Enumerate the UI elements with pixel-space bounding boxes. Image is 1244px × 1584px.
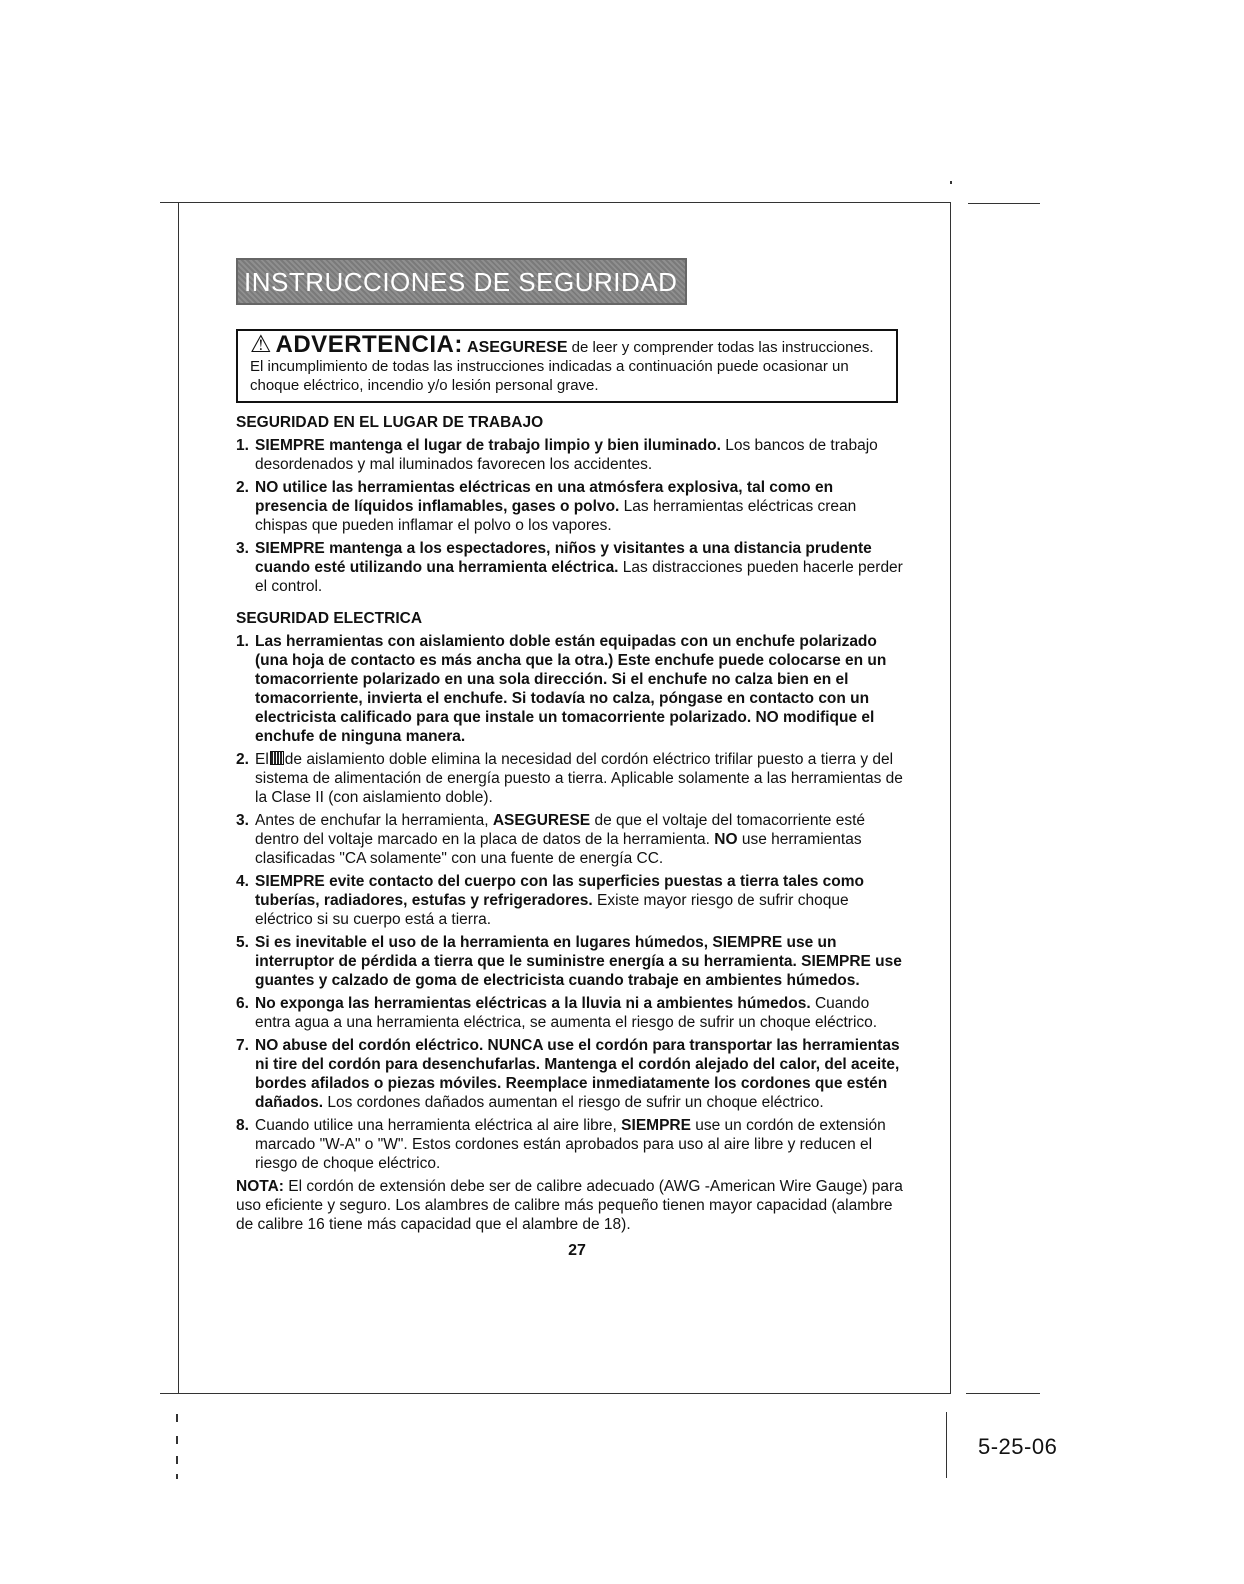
crop-dash (176, 1414, 178, 1422)
item-text: Existe mayor riesgo de sufrir choque eléctrico si su cuerpo está a tierra. (255, 892, 849, 928)
warning-triangle-icon: ⚠ (250, 331, 272, 358)
note-label: NOTA: (236, 1178, 284, 1195)
list-item (236, 1116, 908, 1173)
frame-right-line (950, 202, 951, 1394)
item-text: Las distracciones pueden hacerle perder el control. (255, 559, 903, 595)
item-bold: SIEMPRE mantenga a los espectadores, niños y visitantes a una distancia prudente cuando esté utilizando una herramienta eléctrica. (255, 540, 872, 576)
section-banner: INSTRUCCIONES DE SEGURIDAD (236, 258, 687, 305)
page-number: 27 (568, 1242, 586, 1259)
crop-dash (176, 1436, 178, 1444)
safety-list (236, 436, 908, 596)
crop-dash (176, 1474, 178, 1479)
item-text: de aislamiento doble elimina la necesidad del cordón eléctrico trifilar puesto a tierra y del sistema de alimentación de energía puesto a tierra. Aplicable solamente a las herramientas de la Clase II (con aislamiento doble). (255, 751, 903, 806)
page-content (236, 258, 908, 1260)
list-item (236, 539, 908, 596)
note-text: El cordón de extensión debe ser de calibre adecuado (AWG -American Wire Gauge) para uso eficiente y seguro. Los alambres de calibre más pequeño tienen mayor capacidad (alambre de calibre 16 tiene más capacidad que el alambre de 18). (236, 1178, 903, 1233)
item-number: 3. (236, 812, 249, 829)
item-number: 8. (236, 1117, 249, 1134)
item-bold: NO utilice las herramientas eléctricas en una atmósfera explosiva, tal como en presencia de líquidos inflamables, gases o polvo. (255, 479, 834, 515)
item-bold: SIEMPRE evite contacto del cuerpo con las superficies puestas a tierra tales como tuberías, radiadores, estufas y refrigeradores. (255, 873, 865, 909)
warning-lead: ASEGURESE (467, 339, 568, 356)
item-text: El (255, 751, 269, 768)
electrical-list (236, 632, 908, 1173)
item-bold: Las herramientas con aislamiento doble están equipadas con un enchufe polarizado (una hoja de contacto es más ancha que la otra.) Este enchufe puede colocarse en un tomacorriente polarizado en una sola dirección. Si el enchufe no calza bien en el tomacorriente, invierta el enchufe. Si todavía no calza, póngase en contacto con un electricista calificado para que instale un tomacorriente polarizado. NO modifique el enchufe de ninguna manera. (255, 633, 887, 745)
item-bold: Si es inevitable el uso de la herramienta en lugares húmedos, SIEMPRE use un interruptor de pérdida a tierra que le suministre energía a su herramienta. SIEMPRE use guantes y calzado de goma de electricista cuando trabaje en ambientes húmedos. (255, 934, 902, 989)
item-bold: ASEGURESE (492, 812, 591, 829)
item-text: Cuando utilice una herramienta eléctrica al aire libre, (255, 1117, 622, 1134)
warning-heading: ADVERTENCIA: (275, 331, 463, 358)
item-bold: SIEMPRE mantenga el lugar de trabajo limpio y bien iluminado. (255, 437, 721, 454)
warning-text: de leer y comprender todas las instrucciones. El incumplimiento de todas las instrucciones indicadas a continuación puede ocasionar un choque eléctrico, incendio y/o lesión personal grave. (250, 339, 874, 394)
crop-dash (176, 1456, 178, 1464)
list-item (236, 1036, 908, 1112)
frame-left-line (178, 202, 179, 1394)
frame-top-right-line (968, 203, 1040, 204)
list-item (236, 478, 908, 535)
item-text: Los cordones dañados aumentan el riesgo de sufrir un choque eléctrico. (323, 1094, 824, 1111)
frame-bottom-line (160, 1393, 950, 1394)
item-text: Las herramientas eléctricas crean chispas que pueden inflamar el polvo o los vapores. (255, 498, 857, 534)
item-text: use un cordón de extensión marcado "W-A" o "W". Estos cordones están aprobados para uso al aire libre y reducen el riesgo de choque eléctrico. (255, 1117, 886, 1172)
crop-mark-right (946, 1412, 947, 1478)
item-number: 4. (236, 873, 249, 890)
speck (950, 181, 952, 184)
list-item (236, 436, 908, 474)
item-bold: SIEMPRE (621, 1117, 691, 1134)
list-item (236, 750, 908, 807)
section-title: SEGURIDAD EN EL LUGAR DE TRABAJO (236, 414, 544, 431)
section-title: SEGURIDAD ELECTRICA (236, 610, 423, 627)
note-paragraph (236, 1177, 908, 1234)
item-number: 2. (236, 479, 249, 496)
item-bold: No exponga las herramientas eléctricas a la lluvia ni a ambientes húmedos. (255, 995, 811, 1012)
item-number: 3. (236, 540, 249, 557)
frame-bottom-right-line (966, 1393, 1040, 1394)
item-bold: NO abuse del cordón eléctrico. NUNCA use el cordón para transportar las herramientas ni tire del cordón para desenchufarlas. Mantenga el cordón alejado del calor, del aceite, bordes afilados o piezas móviles. Reemplace inmediatamente los cordones que estén dañados. (255, 1037, 900, 1111)
item-number: 2. (236, 751, 249, 768)
list-item (236, 994, 908, 1032)
list-item (236, 933, 908, 990)
item-number: 5. (236, 934, 249, 951)
item-text: de que el voltaje del tomacorriente esté dentro del voltaje marcado en la placa de datos de la herramienta. (255, 812, 866, 848)
item-number: 1. (236, 437, 249, 454)
list-item (236, 811, 908, 868)
frame-top-line (160, 202, 950, 203)
date-stamp: 5-25-06 (978, 1434, 1058, 1459)
double-insulation-symbol-icon (270, 751, 284, 765)
item-text: Cuando entra agua a una herramienta eléctrica, se aumenta el riesgo de sufrir un choque eléctrico. (255, 995, 878, 1031)
item-number: 6. (236, 995, 249, 1012)
item-number: 7. (236, 1037, 249, 1054)
item-bold: NO (714, 831, 738, 848)
item-text: use herramientas clasificadas "CA solamente" con una fuente de energía CC. (255, 831, 862, 867)
list-item (236, 632, 908, 746)
item-number: 1. (236, 633, 249, 650)
item-text: Antes de enchufar la herramienta, (255, 812, 493, 829)
list-item (236, 872, 908, 929)
item-text: Los bancos de trabajo desordenados y mal iluminados favorecen los accidentes. (255, 437, 878, 473)
warning-box (236, 329, 898, 403)
